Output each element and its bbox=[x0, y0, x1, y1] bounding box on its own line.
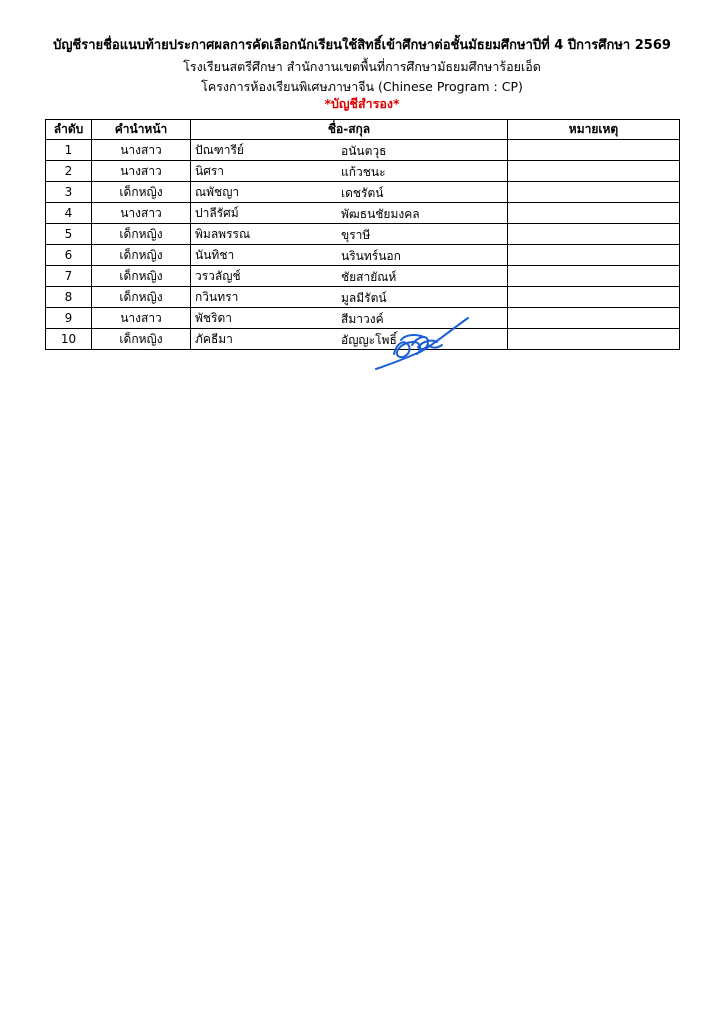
row-number: 2 bbox=[46, 161, 92, 182]
row-fullname bbox=[191, 140, 508, 161]
row-fullname bbox=[191, 224, 508, 245]
row-prefix: นางสาว bbox=[92, 161, 191, 182]
row-fullname bbox=[191, 182, 508, 203]
row-number: 8 bbox=[46, 287, 92, 308]
row-prefix: นางสาว bbox=[92, 140, 191, 161]
row-prefix: เด็กหญิง bbox=[92, 329, 191, 350]
table-row bbox=[46, 266, 680, 287]
table-row bbox=[46, 224, 680, 245]
row-number: 9 bbox=[46, 308, 92, 329]
program-name: โครงการห้องเรียนพิเศษภาษาจีน (Chinese Program : CP) bbox=[201, 79, 523, 94]
row-number: 7 bbox=[46, 266, 92, 287]
row-note bbox=[508, 308, 680, 329]
row-number: 3 bbox=[46, 182, 92, 203]
row-note bbox=[508, 161, 680, 182]
row-first-name: พิมลพรรณ bbox=[195, 226, 251, 241]
row-number: 4 bbox=[46, 203, 92, 224]
row-prefix: เด็กหญิง bbox=[92, 224, 191, 245]
row-last-name: นรินทร์นอก bbox=[341, 249, 401, 263]
list-type-label: *บัญชีสำรอง* bbox=[324, 96, 400, 111]
row-last-name: ขุราษี bbox=[341, 228, 371, 242]
student-table bbox=[45, 119, 680, 350]
row-fullname bbox=[191, 266, 508, 287]
row-prefix: เด็กหญิง bbox=[92, 287, 191, 308]
table-row bbox=[46, 140, 680, 161]
row-last-name: สีมาวงค์ bbox=[341, 312, 384, 326]
signature-icon bbox=[368, 312, 476, 374]
school-name: โรงเรียนสตรีศึกษา สำนักงานเขตพื้นที่การศึกษามัธยมศึกษาร้อยเอ็ด bbox=[183, 59, 541, 74]
table-row bbox=[46, 308, 680, 329]
table-header-row bbox=[46, 120, 680, 140]
row-fullname bbox=[191, 161, 508, 182]
row-last-name: แก้วชนะ bbox=[341, 165, 386, 179]
row-number: 1 bbox=[46, 140, 92, 161]
row-note bbox=[508, 203, 680, 224]
table-row bbox=[46, 182, 680, 203]
row-note bbox=[508, 224, 680, 245]
row-fullname bbox=[191, 287, 508, 308]
row-last-name: พัฒธนชัยมงคล bbox=[341, 207, 420, 221]
row-number: 6 bbox=[46, 245, 92, 266]
column-header-note: หมายเหตุ bbox=[508, 120, 680, 140]
row-first-name: พัชริดา bbox=[195, 310, 233, 325]
row-last-name: มูลมีรัตน์ bbox=[341, 291, 387, 305]
row-note bbox=[508, 266, 680, 287]
row-prefix: เด็กหญิง bbox=[92, 182, 191, 203]
row-prefix: นางสาว bbox=[92, 203, 191, 224]
row-last-name: อนันตวุธ bbox=[341, 144, 387, 158]
table-row bbox=[46, 329, 680, 350]
row-last-name: อัญญะโพธิ์ bbox=[341, 333, 397, 347]
row-note bbox=[508, 182, 680, 203]
row-note bbox=[508, 140, 680, 161]
row-fullname bbox=[191, 203, 508, 224]
row-last-name: ชัยสายัณห์ bbox=[341, 270, 397, 284]
document-header bbox=[0, 36, 724, 111]
row-prefix: เด็กหญิง bbox=[92, 266, 191, 287]
row-last-name: เดชรัตน์ bbox=[341, 186, 384, 200]
row-first-name: ณพัชญา bbox=[195, 184, 240, 199]
row-number: 5 bbox=[46, 224, 92, 245]
column-header-no: ลำดับ bbox=[46, 120, 92, 140]
row-first-name: ปัณฑารีย์ bbox=[195, 142, 244, 157]
row-note bbox=[508, 287, 680, 308]
table-row bbox=[46, 203, 680, 224]
row-prefix: นางสาว bbox=[92, 308, 191, 329]
column-header-prefix: คำนำหน้า bbox=[92, 120, 191, 140]
table-row bbox=[46, 161, 680, 182]
document-title: บัญชีรายชื่อแนบท้ายประกาศผลการคัดเลือกนักเรียนใช้สิทธิ์เข้าศึกษาต่อชั้นมัธยมศึกษาปีที่ 4 ปีการศึกษา 2569 bbox=[53, 38, 671, 53]
row-note bbox=[508, 329, 680, 350]
row-number: 10 bbox=[46, 329, 92, 350]
row-prefix: เด็กหญิง bbox=[92, 245, 191, 266]
row-first-name: ภัคธีมา bbox=[195, 331, 233, 346]
row-note bbox=[508, 245, 680, 266]
row-first-name: กวินทรา bbox=[195, 289, 239, 304]
row-first-name: นันทิชา bbox=[195, 247, 235, 262]
row-first-name: วรวลัญช์ bbox=[195, 268, 241, 283]
table-row bbox=[46, 245, 680, 266]
row-first-name: นิศรา bbox=[195, 163, 225, 178]
row-first-name: ปาลีรัศม์ bbox=[195, 205, 239, 220]
column-header-name: ชื่อ-สกุล bbox=[191, 120, 508, 140]
row-fullname bbox=[191, 245, 508, 266]
table-row bbox=[46, 287, 680, 308]
